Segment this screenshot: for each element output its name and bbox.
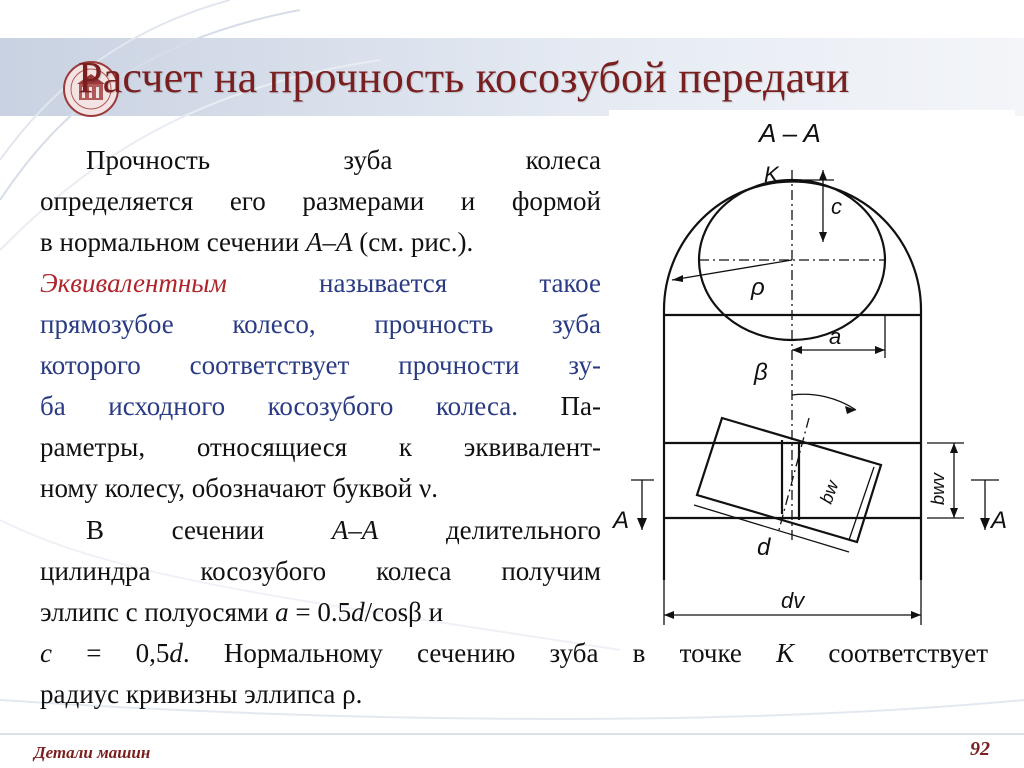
word: Прочность — [86, 145, 211, 175]
var-c: c — [40, 638, 52, 668]
text-line — [40, 510, 601, 551]
section-name: А–А — [306, 227, 353, 257]
label-beta: β — [754, 359, 768, 386]
dimension-rho — [672, 260, 792, 280]
word: В — [86, 515, 105, 545]
arrowhead — [664, 611, 674, 619]
paragraph-definition — [40, 140, 601, 509]
label-d: d — [757, 534, 771, 561]
text-span: эллипс с полуосями — [40, 597, 276, 627]
text-line: определяется его размерами и формой — [40, 186, 601, 216]
arrowhead — [792, 346, 802, 354]
section-diagram — [609, 110, 1015, 635]
dimension-d — [694, 505, 849, 552]
var-d: d — [351, 597, 365, 627]
text-line — [40, 386, 601, 427]
arrowhead — [819, 232, 827, 242]
text-line — [40, 592, 601, 633]
arrowhead — [875, 346, 885, 354]
word: колеса — [525, 145, 601, 175]
var-k: K — [776, 638, 795, 668]
page-number: 92 — [970, 738, 990, 760]
text-span: ба исходного косозубого колеса. — [40, 391, 518, 421]
footer-course-name: Детали машин — [34, 743, 151, 762]
text-line: раметры, относящиеся к эквивалент- — [40, 432, 601, 462]
tooth-rectangle — [697, 418, 881, 542]
text-line — [40, 633, 988, 674]
word: делительного — [445, 515, 602, 545]
text-line — [40, 222, 601, 263]
text-line: которого соответствует прочности зу- — [40, 350, 601, 380]
arrowhead — [950, 443, 958, 453]
arrowhead — [950, 508, 958, 518]
text-span: (см. рис.). — [352, 227, 474, 257]
label-rho: ρ — [751, 274, 765, 301]
axis-line — [779, 418, 809, 530]
label-bw: bw — [815, 477, 843, 507]
section-name: А–А — [331, 515, 379, 545]
paragraph-section — [40, 510, 601, 633]
var-d: d — [169, 638, 183, 668]
term-equivalent: Эквивалентным — [40, 268, 227, 298]
label-dv: dv — [781, 588, 805, 613]
arrowhead — [911, 611, 921, 619]
label-c: c — [831, 194, 842, 219]
section-arrow-right-label: A — [991, 507, 1008, 534]
arrowhead — [637, 518, 647, 530]
text-span: = 0,5 — [51, 638, 170, 668]
text-span: /cosβ и — [364, 597, 444, 627]
text-span: Па- — [518, 391, 601, 421]
text-span: соответствует — [794, 638, 988, 668]
text-line: ному колесу, обозначают буквой ν. — [40, 473, 438, 503]
text-line — [40, 140, 601, 181]
text-line: цилиндра косозубого колеса получим — [40, 556, 601, 586]
section-label: A – A — [759, 118, 821, 148]
text-line: прямозубое колесо, прочность зуба — [40, 309, 601, 339]
arrowhead — [819, 170, 827, 180]
text-line: радиус кривизны эллипса ρ. — [40, 679, 363, 709]
text-span: . Нормальному сечению зуба в точке — [182, 638, 777, 668]
text-line — [40, 263, 601, 304]
text-span: = 0.5 — [288, 597, 352, 627]
label-bwv: bwv — [928, 472, 948, 505]
section-arrow-left-label: A — [613, 507, 630, 534]
text-span: называется такое — [226, 268, 601, 298]
arrowhead — [980, 518, 990, 530]
word: зуба — [343, 145, 393, 175]
text-span: в нормальном сечении — [40, 227, 307, 257]
arrowhead — [672, 275, 683, 282]
word: сечении — [171, 515, 265, 545]
label-a: a — [829, 324, 842, 349]
paragraph-section-continued — [40, 633, 988, 715]
var-a: a — [275, 597, 289, 627]
point-k-label: K — [764, 162, 779, 187]
slide-title: Расчет на прочность косозубой передачи — [78, 53, 850, 102]
